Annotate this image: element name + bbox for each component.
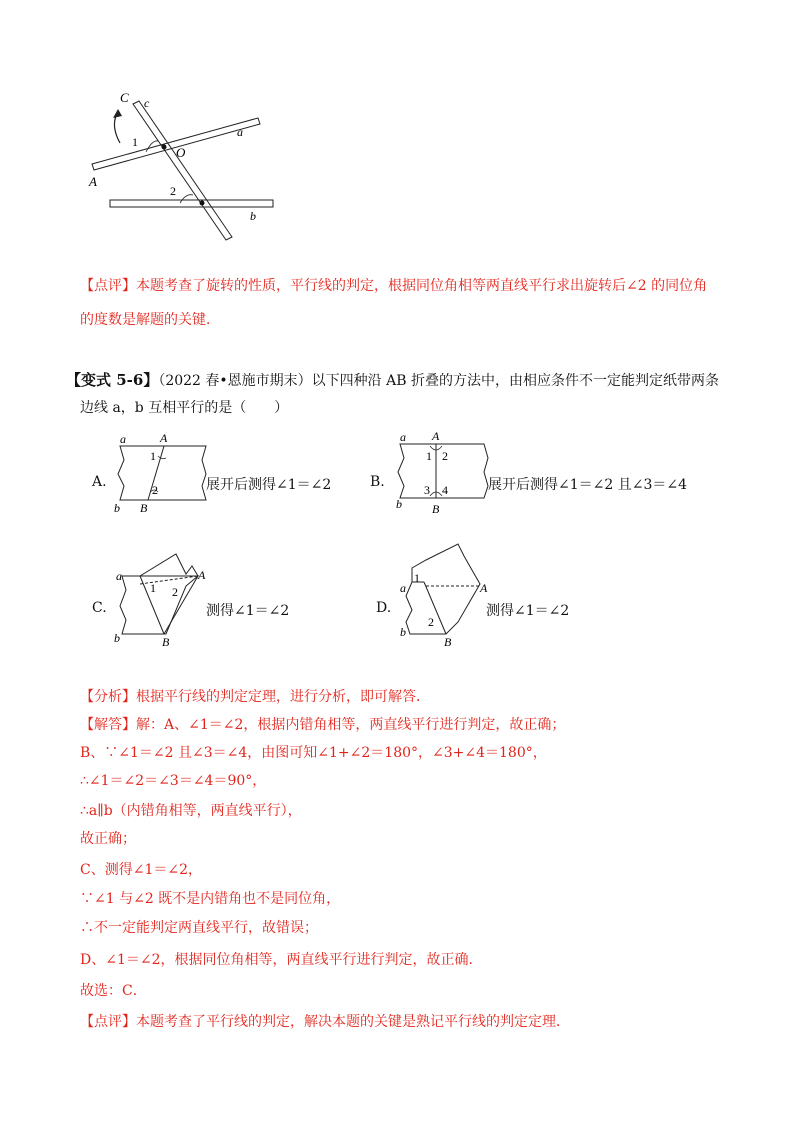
problem-text-2: 边线 a，b 互相平行的是（ ） [80, 400, 289, 416]
svg-text:a: a [400, 581, 406, 595]
solution-b-line: B、∵∠1＝∠2 且∠3＝∠4，由图可知∠1+∠2＝180°，∠3+∠4＝180°， [80, 745, 547, 761]
svg-text:b: b [114, 501, 120, 515]
svg-text:a: a [120, 432, 126, 446]
rotation-figure [80, 85, 280, 245]
label-a: a [237, 125, 243, 139]
option-a-text: 展开后测得∠1＝∠2 [206, 477, 332, 493]
bar-a [92, 118, 260, 170]
solution-therefore-1: ∴∠1＝∠2＝∠3＝∠4＝90°， [80, 773, 267, 789]
analysis-tag: 【分析】 [80, 689, 136, 705]
svg-text:1: 1 [150, 449, 156, 463]
svg-text:a: a [400, 430, 406, 444]
answer-intro: 解：A、∠1＝∠2，根据内错角相等，两直线平行进行判定，故正确； [136, 717, 566, 733]
solution-therefore-3: ∴不一定能判定两直线平行，故错误； [80, 920, 318, 936]
point-o [162, 145, 167, 150]
comment2-text: 本题考查了平行线的判定，解决本题的关键是熟记平行线的判定定理． [136, 1014, 570, 1030]
angle-2-arc [180, 195, 193, 203]
svg-text:3: 3 [424, 483, 430, 497]
analysis-text: 根据平行线的判定定理，进行分析，即可解答． [136, 689, 430, 705]
svg-text:A: A [198, 568, 206, 582]
comment1-text-2: 的度数是解题的关键． [80, 312, 220, 328]
option-c-figure [110, 546, 210, 650]
solution-d-line: D、∠1＝∠2，根据同位角相等，两直线平行进行判定，故正确． [80, 952, 483, 968]
svg-text:a: a [116, 569, 122, 583]
problem-tag: 【变式 5-6】 [66, 371, 159, 389]
option-d-figure [396, 540, 496, 650]
comment1-line1 [80, 276, 707, 296]
svg-text:B: B [140, 501, 148, 515]
answer-tag: 【解答】 [80, 717, 136, 733]
option-d-letter: D. [376, 600, 392, 616]
svg-text:1: 1 [414, 571, 420, 585]
comment1-text-1: 本题考查了旋转的性质，平行线的判定，根据同位角相等两直线平行求出旋转后∠2 的同位角 [136, 278, 708, 294]
point-b-intersection [200, 201, 205, 206]
svg-text:2: 2 [172, 585, 178, 599]
svg-text:B: B [432, 502, 440, 516]
svg-text:2: 2 [428, 615, 434, 629]
option-a-figure [110, 430, 210, 515]
svg-text:b: b [396, 497, 402, 511]
option-c-text: 测得∠1＝∠2 [206, 603, 290, 619]
answer-line [80, 715, 565, 735]
bar-c [133, 101, 232, 240]
solution-choice: 故选：C． [80, 983, 147, 999]
svg-text:4: 4 [442, 483, 448, 497]
option-c-letter: C. [92, 600, 107, 616]
svg-text:B: B [162, 635, 170, 649]
solution-c-line: C、测得∠1＝∠2， [80, 862, 202, 878]
label-C: C [120, 90, 129, 105]
option-a-letter: A. [92, 474, 107, 490]
analysis-line [80, 687, 430, 707]
rotation-arrowhead [113, 109, 122, 118]
svg-text:1: 1 [150, 581, 156, 595]
label-2: 2 [170, 184, 176, 198]
option-b-figure [392, 428, 492, 518]
solution-correct: 故正确； [80, 831, 136, 847]
comment2-tag: 【点评】 [80, 1014, 136, 1030]
option-b-text: 展开后测得∠1＝∠2 且∠3＝∠4 [488, 477, 688, 493]
svg-text:2: 2 [442, 449, 448, 463]
solution-because: ∵∠1 与∠2 既不是内错角也不是同位角， [80, 891, 341, 907]
svg-text:1: 1 [426, 449, 432, 463]
problem-source: （2022 春•恩施市期末）以下四种沿 AB 折叠的方法中，由相应条件不一定能判定纸带两条 [158, 373, 719, 389]
option-d-text: 测得∠1＝∠2 [486, 603, 570, 619]
label-1: 1 [132, 135, 138, 149]
problem-line1 [66, 370, 719, 391]
comment1-line2 [80, 310, 220, 330]
problem-line2 [80, 398, 288, 418]
svg-text:B: B [444, 635, 452, 649]
svg-text:b: b [400, 625, 406, 639]
svg-text:b: b [114, 631, 120, 645]
svg-text:A: A [432, 429, 440, 443]
label-c: c [144, 96, 150, 110]
label-b: b [250, 209, 256, 223]
solution-therefore-2: ∴a∥b（内错角相等，两直线平行）， [80, 803, 302, 819]
svg-text:A: A [480, 581, 488, 595]
comment2-line [80, 1012, 570, 1032]
svg-text:A: A [160, 431, 168, 445]
label-O: O [176, 145, 186, 160]
option-b-letter: B. [370, 474, 385, 490]
bar-b [110, 200, 273, 207]
comment1-tag: 【点评】 [80, 278, 136, 294]
label-A: A [89, 174, 97, 189]
svg-text:2: 2 [152, 483, 158, 497]
